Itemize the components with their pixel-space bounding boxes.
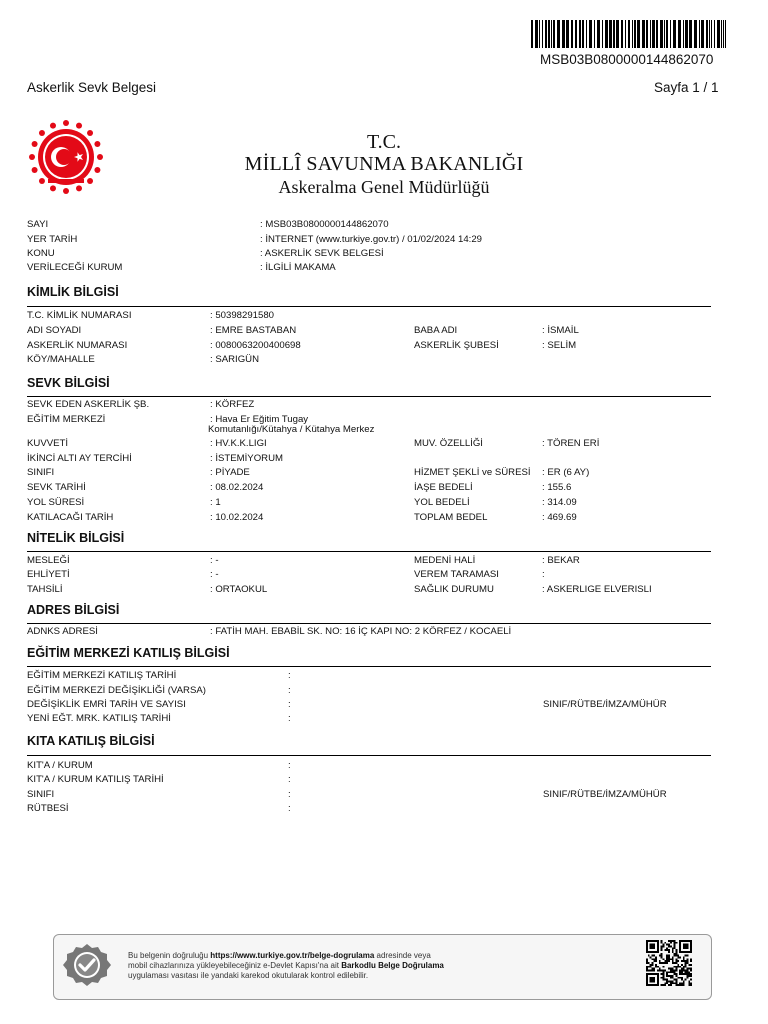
field-value: : HV.K.K.LIGI [210,438,267,449]
verification-text-3: mobil cihazlarınıza yükleyebileceğiniz e-Devlet Kapısı'na ait [128,961,342,970]
field-value: : [288,699,291,710]
section-divider [27,396,711,397]
meta-value: : İNTERNET (www.turkiye.gov.tr) / 01/02/2024 14:29 [260,234,482,245]
field-label: İAŞE BEDELİ [414,482,473,493]
field-label: SAĞLIK DURUMU [414,584,494,595]
meta-label: KONU [27,248,55,259]
signature-label: SINIF/RÜTBE/İMZA/MÜHÜR [543,789,667,800]
meta-label: YER TARİH [27,234,78,245]
field-value: : [288,803,291,814]
document-code: MSB03B0800000144862070 [540,52,714,67]
barcode [531,20,727,48]
section-title-sevk: SEVK BİLGİSİ [27,376,110,390]
section-title-nitelik: NİTELİK BİLGİSİ [27,531,125,545]
field-label: HİZMET ŞEKLİ ve SÜRESİ [414,467,531,478]
page-number: Sayfa 1 / 1 [654,80,719,95]
field-label: EĞİTİM MERKEZİ [27,414,106,425]
field-label: ASKERLİK ŞUBESİ [414,340,499,351]
field-label: KIT'A / KURUM KATILIŞ TARİHİ [27,774,164,785]
field-value: : SARIGÜN [210,354,260,365]
field-label: BABA ADI [414,325,458,336]
field-value: : [288,760,291,771]
meta-value: : ASKERLİK SEVK BELGESİ [260,248,384,259]
field-label: SEVK TARİHİ [27,482,86,493]
field-label: EHLİYETİ [27,569,70,580]
field-value: : 1 [210,497,221,508]
field-label: KÖY/MAHALLE [27,354,95,365]
signature-label: SINIF/RÜTBE/İMZA/MÜHÜR [543,699,667,710]
field-label: T.C. KİMLİK NUMARASI [27,310,132,321]
field-value: : TÖREN ERİ [542,438,600,449]
section-title-kimlik: KİMLİK BİLGİSİ [27,285,119,299]
field-value: : 314.09 [542,497,577,508]
field-value: : [288,713,291,724]
field-label: MEDENİ HALİ [414,555,476,566]
field-label: İKİNCİ ALTI AY TERCİHİ [27,453,132,464]
meta-value: : MSB03B0800000144862070 [260,219,389,230]
section-divider [27,551,711,552]
field-value: : Hava Er Eğitim Tugay [210,414,309,425]
field-value: : SELİM [542,340,577,351]
section-title-egitim-katilis: EĞİTİM MERKEZİ KATILIŞ BİLGİSİ [27,646,230,660]
section-divider [27,666,711,667]
verification-text-1: Bu belgenin doğruluğu [128,951,211,960]
field-value: : EMRE BASTABAN [210,325,297,336]
document-title: Askerlik Sevk Belgesi [27,80,157,95]
section-title-adres: ADRES BİLGİSİ [27,603,120,617]
field-value: : [288,670,291,681]
field-label: KIT'A / KURUM [27,760,93,771]
verification-text [128,951,548,981]
field-value: : KÖRFEZ [210,399,255,410]
field-value: : 469.69 [542,512,577,523]
qr-code [646,940,692,986]
field-label: MESLEĞİ [27,555,70,566]
field-value: : 10.02.2024 [210,512,264,523]
field-label: DEĞİŞİKLİK EMRİ TARİH VE SAYISI [27,699,186,710]
field-label: ASKERLİK NUMARASI [27,340,128,351]
field-value: : - [210,569,219,580]
field-label: KATILACAĞI TARİH [27,512,114,523]
field-label: SINIFI [27,789,55,800]
field-value: : BEKAR [542,555,580,566]
field-label: EĞİTİM MERKEZİ DEĞİŞİKLİĞİ (VARSA) [27,685,206,696]
section-divider [27,755,711,756]
field-label: YOL BEDELİ [414,497,470,508]
field-value: : 08.02.2024 [210,482,264,493]
field-value: : PİYADE [210,467,250,478]
field-label: ADI SOYADI [27,325,82,336]
verification-text-2: adresinde veya [374,951,431,960]
field-label: SINIFI [27,467,55,478]
verification-app-name: Barkodlu Belge Doğrulama [341,961,444,970]
field-label: MUV. ÖZELLİĞİ [414,438,483,449]
field-value: : ER (6 AY) [542,467,590,478]
field-value: : [542,569,545,580]
field-label: YENİ EĞT. MRK. KATILIŞ TARİHİ [27,713,171,724]
field-value: : [288,774,291,785]
field-label: KUVVETİ [27,438,69,449]
field-label: SEVK EDEN ASKERLİK ŞB. [27,399,150,410]
meta-label: VERİLECEĞİ KURUM [27,262,123,273]
field-label: YOL SÜRESİ [27,497,85,508]
field-value: : 50398291580 [210,310,275,321]
institution-line-2: MİLLÎ SAVUNMA BAKANLIĞI [244,153,524,175]
verification-url-link[interactable]: https://www.turkiye.gov.tr/belge-dogrulama [210,951,375,960]
section-divider [27,623,711,624]
field-label: TOPLAM BEDEL [414,512,488,523]
verified-seal-icon [62,942,112,988]
field-value: : 0080063200400698 [210,340,301,351]
meta-value: : İLGİLİ MAKAMA [260,262,336,273]
field-value: : ORTAOKUL [210,584,268,595]
section-divider [27,306,711,307]
field-label: TAHSİLİ [27,584,63,595]
institution-line-3: Askeralma Genel Müdürlüğü [278,177,490,197]
field-value: : İSMAİL [542,325,579,336]
field-label: EĞİTİM MERKEZİ KATILIŞ TARİHİ [27,670,177,681]
field-value: : 155.6 [542,482,572,493]
meta-label: SAYI [27,219,49,230]
field-value: : ASKERLIGE ELVERISLI [542,584,652,595]
field-value-continued: Komutanlığı/Kütahya / Kütahya Merkez [208,424,375,435]
field-value: : [288,685,291,696]
field-label: ADNKS ADRESİ [27,626,98,637]
field-value: : İSTEMİYORUM [210,453,284,464]
field-label: VEREM TARAMASI [414,569,499,580]
institution-line-1: T.C. [366,131,402,153]
verification-text-4: uygulaması vasıtası ile yandaki karekod okutularak kontrol edilebilir. [128,971,369,980]
section-title-kita-katilis: KITA KATILIŞ BİLGİSİ [27,734,155,748]
field-value: : - [210,555,219,566]
field-label: RÜTBESİ [27,803,69,814]
field-value: : FATİH MAH. EBABİL SK. NO: 16 İÇ KAPI NO: 2 KÖRFEZ / KOCAELİ [210,626,512,637]
field-value: : [288,789,291,800]
